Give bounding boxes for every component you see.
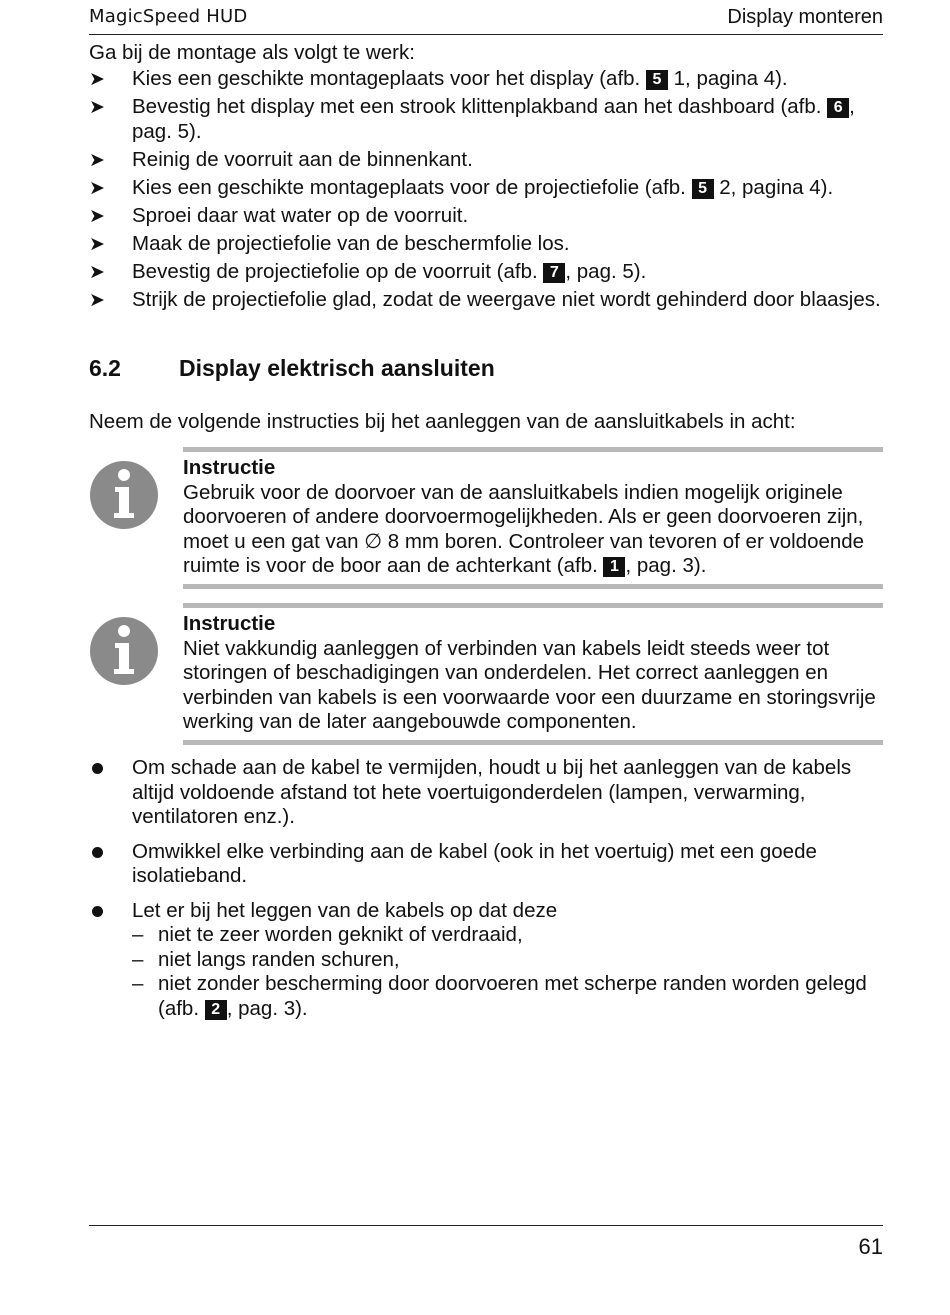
step-text: Sproei daar wat water op de voorruit. [132, 203, 469, 227]
step-text: Bevestig de projectiefolie op de voorruit (afb. [132, 259, 544, 283]
note-title: Instructie [183, 456, 276, 479]
arrow-icon: ➤ [89, 68, 105, 90]
sub-text: niet zonder bescherming door doorvoeren met scherpe randen worden gelegd (afb. [158, 972, 867, 1020]
step-item [89, 260, 889, 285]
step-item [89, 95, 889, 144]
step-item [89, 176, 889, 201]
bullet-dot-icon [92, 847, 103, 858]
step-text-tail: 2, pagina 4). [713, 175, 834, 199]
step-text: Reinig de voorruit aan de binnenkant. [132, 147, 473, 171]
note-body-tail: , pag. 3). [625, 554, 707, 577]
dash-icon: – [132, 947, 144, 971]
footer-rule [89, 1225, 883, 1226]
bullet-item [89, 899, 889, 1022]
bullet-text: Om schade aan de kabel te vermijden, houdt u bij het aanleggen van de kabels altijd voldoende afstand tot hete voertuigonderdelen (lampen, verwarming, ventilatoren enz.). [132, 756, 852, 828]
arrow-icon: ➤ [89, 96, 105, 118]
sub-item [132, 972, 889, 1021]
bullet-list [89, 756, 889, 1031]
bullet-text: Let er bij het leggen van de kabels op dat deze [132, 898, 558, 922]
bullet-item [89, 840, 889, 889]
note-top-bar [183, 447, 883, 452]
note-body: Niet vakkundig aanleggen of verbinden van kabels leidt steeds weer tot storingen of beschadigingen van onderdelen. Het correct aanleggen en verbinden van kabels is een voorwaarde voor een duurzame en storingsvrije werking van de later aangebouwde componenten. [183, 636, 876, 733]
step-text: Maak de projectiefolie van de beschermfolie los. [132, 231, 570, 255]
figure-ref: 1 [603, 557, 625, 577]
figure-ref: 5 [646, 70, 668, 90]
bullet-text: Omwikkel elke verbinding aan de kabel (ook in het voertuig) met een goede isolatieband. [132, 839, 817, 887]
note-bottom-bar [183, 584, 883, 589]
step-text-tail: , pag. 5). [565, 259, 647, 283]
page-number: 61 [858, 1234, 883, 1259]
step-item [89, 288, 889, 313]
arrow-icon: ➤ [89, 232, 105, 255]
note-top-bar [183, 603, 883, 608]
step-list [89, 67, 889, 316]
step-item [89, 148, 889, 173]
step-text: Kies een geschikte montageplaats voor de projectiefolie (afb. [132, 175, 692, 199]
sub-item [132, 923, 889, 948]
step-item [89, 232, 889, 257]
info-icon [89, 460, 159, 530]
arrow-icon: ➤ [89, 204, 105, 227]
step-item [89, 67, 889, 92]
figure-ref: 6 [827, 98, 849, 118]
note-box [183, 603, 883, 745]
arrow-icon: ➤ [89, 288, 105, 311]
section-intro: Neem de volgende instructies bij het aanleggen van de aansluitkabels in acht: [89, 410, 796, 433]
step-text: Bevestig het display met een strook klittenplakband aan het dashboard (afb. [132, 95, 828, 118]
step-text-tail: 1, pagina 4). [667, 67, 788, 90]
bullet-item [89, 756, 889, 830]
section-number: 6.2 [89, 355, 121, 381]
section-heading: Display monteren [727, 6, 883, 28]
note-body: Gebruik voor de doorvoer van de aansluitkabels indien mogelijk originele doorvoeren of andere doorvoermogelijkheden. Als er geen doorvoeren zijn, moet u een gat van ∅ 8 mm boren. Controleer van tevoren of er voldoende ruimte is voor de boor aan de achterkant (afb. [183, 480, 865, 577]
info-icon [89, 616, 159, 686]
sub-text: niet langs randen schuren, [158, 947, 400, 971]
dash-icon: – [132, 923, 144, 946]
step-text: Strijk de projectiefolie glad, zodat de weergave niet wordt gehinderd door blaasjes. [132, 287, 881, 311]
step-text: Kies een geschikte montageplaats voor het display (afb. [132, 67, 646, 90]
note-text [183, 481, 883, 579]
figure-ref: 7 [543, 263, 565, 283]
note-bottom-bar [183, 740, 883, 745]
sub-text: niet te zeer worden geknikt of verdraaid, [158, 923, 523, 946]
intro-text: Ga bij de montage als volgt te werk: [89, 41, 415, 64]
note-title: Instructie [183, 612, 276, 635]
bullet-dot-icon [92, 763, 103, 774]
figure-ref: 5 [692, 179, 714, 199]
figure-ref: 2 [205, 1000, 227, 1020]
dash-icon: – [132, 972, 144, 995]
arrow-icon: ➤ [89, 148, 105, 171]
arrow-icon: ➤ [89, 176, 105, 199]
note-box [183, 447, 883, 589]
section-title: Display elektrisch aansluiten [179, 355, 495, 381]
product-name: MagicSpeed HUD [89, 6, 248, 27]
header-rule [89, 34, 883, 35]
sub-item [132, 948, 889, 973]
arrow-icon: ➤ [89, 260, 105, 283]
sub-text-tail: , pag. 3). [226, 996, 308, 1020]
step-item [89, 204, 889, 229]
note-text [183, 637, 883, 735]
bullet-dot-icon [92, 906, 103, 917]
step-text-tail: , pag. 5). [132, 95, 855, 143]
